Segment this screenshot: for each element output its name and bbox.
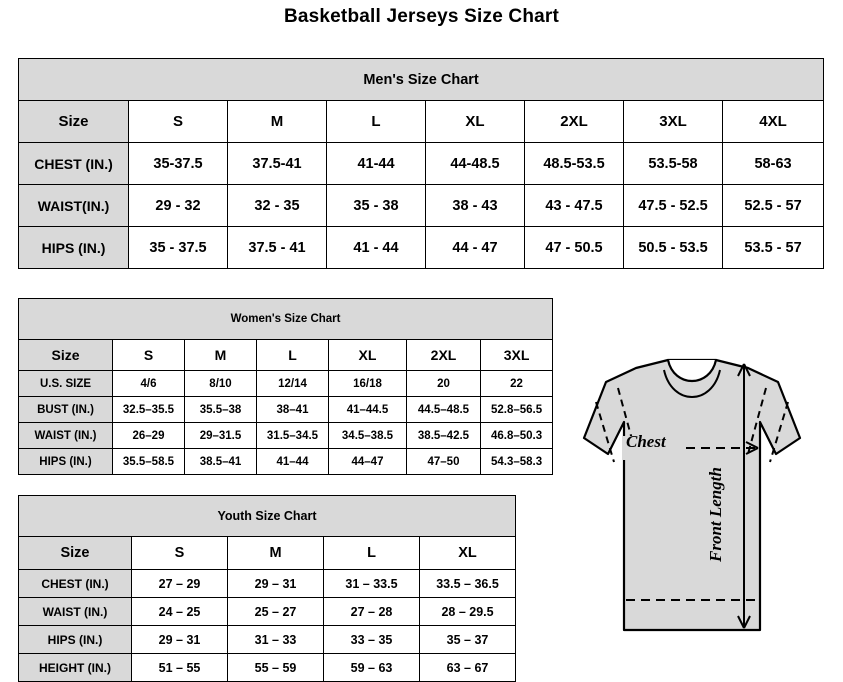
- table-row: [19, 371, 553, 397]
- mens-waist-m: 32 - 35: [228, 185, 327, 227]
- womens-waist-l: 31.5–34.5: [257, 423, 329, 449]
- womens-row-label-waist: WAIST (IN.): [19, 423, 113, 449]
- womens-row-label-us-size: U.S. SIZE: [19, 371, 113, 397]
- youth-col-xl: XL: [420, 537, 516, 570]
- mens-chest-4xl: 58-63: [723, 143, 824, 185]
- front-length-measurement-label: Front Length: [706, 467, 725, 562]
- womens-row-label-bust: BUST (IN.): [19, 397, 113, 423]
- youth-hips-s: 29 – 31: [132, 626, 228, 654]
- table-row: [19, 570, 516, 598]
- mens-col-l: L: [327, 101, 426, 143]
- womens-us-size-xl: 16/18: [329, 371, 407, 397]
- mens-waist-xl: 38 - 43: [426, 185, 525, 227]
- womens-col-m: M: [185, 340, 257, 371]
- womens-hips-m: 38.5–41: [185, 449, 257, 475]
- womens-waist-xl: 34.5–38.5: [329, 423, 407, 449]
- table-row: [19, 423, 553, 449]
- mens-col-4xl: 4XL: [723, 101, 824, 143]
- womens-size-chart-table: [18, 298, 553, 475]
- youth-height-xl: 63 – 67: [420, 654, 516, 682]
- mens-chest-s: 35-37.5: [129, 143, 228, 185]
- womens-col-3xl: 3XL: [481, 340, 553, 371]
- youth-chart-caption: Youth Size Chart: [19, 496, 516, 537]
- youth-chest-l: 31 – 33.5: [324, 570, 420, 598]
- chest-measurement-label: Chest: [626, 432, 666, 451]
- womens-col-size: Size: [19, 340, 113, 371]
- youth-hips-xl: 35 – 37: [420, 626, 516, 654]
- mens-row-label-chest: CHEST (IN.): [19, 143, 129, 185]
- mens-chest-xl: 44-48.5: [426, 143, 525, 185]
- youth-col-size: Size: [19, 537, 132, 570]
- youth-row-label-waist: WAIST (IN.): [19, 598, 132, 626]
- table-row: [19, 143, 824, 185]
- mens-waist-4xl: 52.5 - 57: [723, 185, 824, 227]
- table-row: [19, 397, 553, 423]
- youth-hips-m: 31 – 33: [228, 626, 324, 654]
- womens-col-s: S: [113, 340, 185, 371]
- mens-waist-3xl: 47.5 - 52.5: [624, 185, 723, 227]
- youth-chest-xl: 33.5 – 36.5: [420, 570, 516, 598]
- table-row: [19, 185, 824, 227]
- womens-waist-m: 29–31.5: [185, 423, 257, 449]
- womens-bust-s: 32.5–35.5: [113, 397, 185, 423]
- womens-us-size-l: 12/14: [257, 371, 329, 397]
- youth-height-s: 51 – 55: [132, 654, 228, 682]
- youth-waist-m: 25 – 27: [228, 598, 324, 626]
- mens-col-2xl: 2XL: [525, 101, 624, 143]
- youth-col-s: S: [132, 537, 228, 570]
- mens-chest-m: 37.5-41: [228, 143, 327, 185]
- mens-col-size: Size: [19, 101, 129, 143]
- table-row: [19, 626, 516, 654]
- youth-row-label-height: HEIGHT (IN.): [19, 654, 132, 682]
- womens-hips-xl: 44–47: [329, 449, 407, 475]
- mens-hips-l: 41 - 44: [327, 227, 426, 269]
- womens-col-2xl: 2XL: [407, 340, 481, 371]
- womens-us-size-3xl: 22: [481, 371, 553, 397]
- womens-bust-m: 35.5–38: [185, 397, 257, 423]
- table-row: [19, 654, 516, 682]
- mens-hips-xl: 44 - 47: [426, 227, 525, 269]
- mens-chest-l: 41-44: [327, 143, 426, 185]
- womens-bust-xl: 41–44.5: [329, 397, 407, 423]
- womens-waist-s: 26–29: [113, 423, 185, 449]
- womens-col-l: L: [257, 340, 329, 371]
- table-row: [19, 227, 824, 269]
- mens-col-m: M: [228, 101, 327, 143]
- youth-row-label-hips: HIPS (IN.): [19, 626, 132, 654]
- mens-chart-caption: Men's Size Chart: [19, 59, 824, 101]
- table-row: [19, 449, 553, 475]
- youth-waist-l: 27 – 28: [324, 598, 420, 626]
- jersey-illustration-icon: [548, 330, 838, 670]
- youth-height-m: 55 – 59: [228, 654, 324, 682]
- mens-hips-s: 35 - 37.5: [129, 227, 228, 269]
- womens-hips-3xl: 54.3–58.3: [481, 449, 553, 475]
- womens-us-size-2xl: 20: [407, 371, 481, 397]
- mens-chest-3xl: 53.5-58: [624, 143, 723, 185]
- mens-waist-s: 29 - 32: [129, 185, 228, 227]
- youth-col-m: M: [228, 537, 324, 570]
- mens-size-chart-table: [18, 58, 824, 269]
- page-title: Basketball Jerseys Size Chart: [283, 6, 560, 27]
- womens-bust-l: 38–41: [257, 397, 329, 423]
- womens-col-xl: XL: [329, 340, 407, 371]
- womens-us-size-m: 8/10: [185, 371, 257, 397]
- mens-hips-4xl: 53.5 - 57: [723, 227, 824, 269]
- mens-col-s: S: [129, 101, 228, 143]
- youth-chest-m: 29 – 31: [228, 570, 324, 598]
- mens-row-label-waist: WAIST(IN.): [19, 185, 129, 227]
- mens-waist-2xl: 43 - 47.5: [525, 185, 624, 227]
- mens-col-xl: XL: [426, 101, 525, 143]
- mens-waist-l: 35 - 38: [327, 185, 426, 227]
- mens-column-header-row: [19, 101, 824, 143]
- womens-us-size-s: 4/6: [113, 371, 185, 397]
- womens-chart-caption: Women's Size Chart: [19, 299, 553, 340]
- mens-hips-3xl: 50.5 - 53.5: [624, 227, 723, 269]
- womens-bust-3xl: 52.8–56.5: [481, 397, 553, 423]
- youth-col-l: L: [324, 537, 420, 570]
- youth-waist-s: 24 – 25: [132, 598, 228, 626]
- youth-chest-s: 27 – 29: [132, 570, 228, 598]
- jersey-measurement-diagram: [548, 330, 838, 670]
- youth-column-header-row: [19, 537, 516, 570]
- womens-hips-l: 41–44: [257, 449, 329, 475]
- womens-hips-2xl: 47–50: [407, 449, 481, 475]
- womens-column-header-row: [19, 340, 553, 371]
- womens-row-label-hips: HIPS (IN.): [19, 449, 113, 475]
- youth-waist-xl: 28 – 29.5: [420, 598, 516, 626]
- womens-waist-2xl: 38.5–42.5: [407, 423, 481, 449]
- mens-hips-m: 37.5 - 41: [228, 227, 327, 269]
- youth-size-chart-table: [18, 495, 516, 682]
- youth-hips-l: 33 – 35: [324, 626, 420, 654]
- womens-bust-2xl: 44.5–48.5: [407, 397, 481, 423]
- womens-hips-s: 35.5–58.5: [113, 449, 185, 475]
- mens-hips-2xl: 47 - 50.5: [525, 227, 624, 269]
- mens-chest-2xl: 48.5-53.5: [525, 143, 624, 185]
- table-row: [19, 598, 516, 626]
- mens-col-3xl: 3XL: [624, 101, 723, 143]
- youth-row-label-chest: CHEST (IN.): [19, 570, 132, 598]
- womens-waist-3xl: 46.8–50.3: [481, 423, 553, 449]
- youth-height-l: 59 – 63: [324, 654, 420, 682]
- mens-row-label-hips: HIPS (IN.): [19, 227, 129, 269]
